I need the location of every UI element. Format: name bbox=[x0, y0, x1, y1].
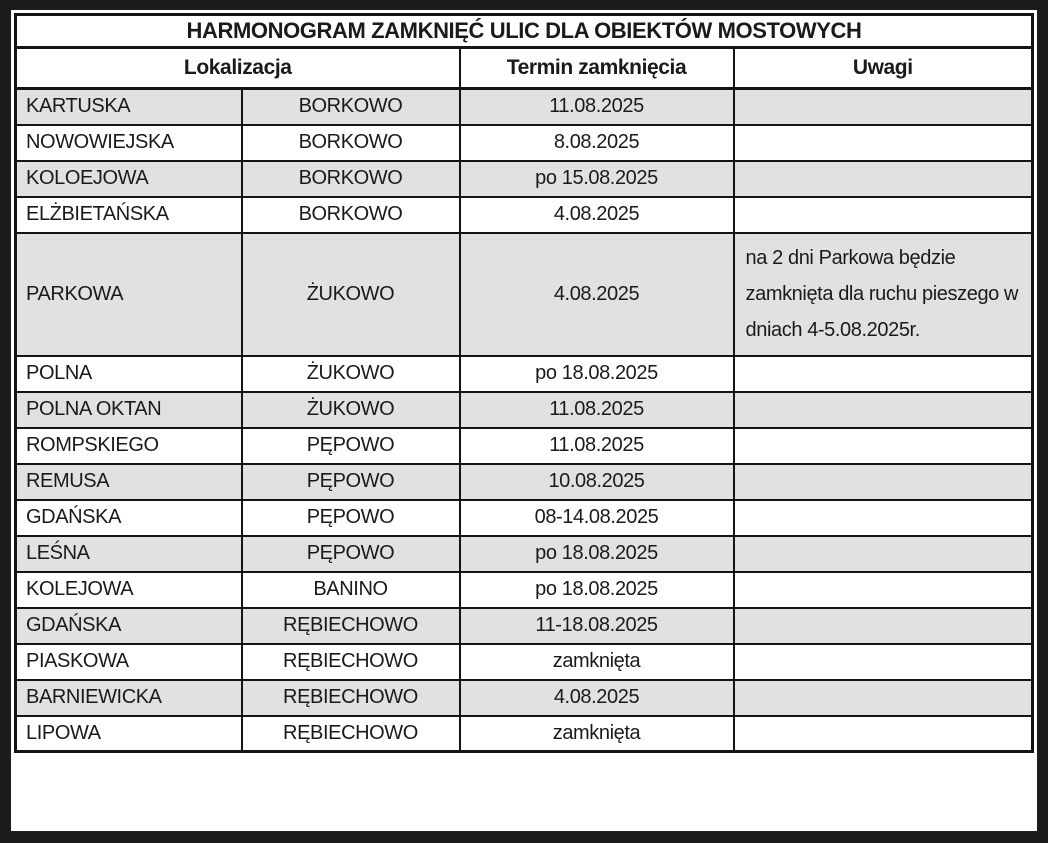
remarks-cell bbox=[734, 572, 1033, 608]
remarks-cell: na 2 dni Parkowa będzie zamknięta dla ruchu pieszego w dniach 4-5.08.2025r. bbox=[734, 233, 1033, 356]
remarks-cell bbox=[734, 716, 1033, 752]
remarks-cell bbox=[734, 125, 1033, 161]
closure-date-cell: 4.08.2025 bbox=[460, 680, 734, 716]
street-cell: KOLOEJOWA bbox=[16, 161, 242, 197]
closure-date-cell: po 18.08.2025 bbox=[460, 536, 734, 572]
street-cell: KARTUSKA bbox=[16, 89, 242, 125]
closure-date-cell: po 18.08.2025 bbox=[460, 356, 734, 392]
street-cell: PARKOWA bbox=[16, 233, 242, 356]
closure-date-cell: 4.08.2025 bbox=[460, 233, 734, 356]
table-row bbox=[16, 608, 1033, 644]
header-row bbox=[16, 48, 1033, 89]
street-cell: BARNIEWICKA bbox=[16, 680, 242, 716]
table-row bbox=[16, 89, 1033, 125]
town-cell: RĘBIECHOWO bbox=[242, 680, 460, 716]
town-cell: ŻUKOWO bbox=[242, 392, 460, 428]
town-cell: RĘBIECHOWO bbox=[242, 608, 460, 644]
street-cell: POLNA OKTAN bbox=[16, 392, 242, 428]
closure-date-cell: po 18.08.2025 bbox=[460, 572, 734, 608]
closure-date-cell: 10.08.2025 bbox=[460, 464, 734, 500]
closure-date-cell: zamknięta bbox=[460, 716, 734, 752]
town-cell: BORKOWO bbox=[242, 125, 460, 161]
closure-date-cell: zamknięta bbox=[460, 644, 734, 680]
closure-date-cell: po 15.08.2025 bbox=[460, 161, 734, 197]
table-title: HARMONOGRAM ZAMKNIĘĆ ULIC DLA OBIEKTÓW MOSTOWYCH bbox=[16, 15, 1033, 48]
table-row bbox=[16, 233, 1033, 356]
street-cell: POLNA bbox=[16, 356, 242, 392]
town-cell: BANINO bbox=[242, 572, 460, 608]
town-cell: BORKOWO bbox=[242, 161, 460, 197]
table-row bbox=[16, 464, 1033, 500]
town-cell: PĘPOWO bbox=[242, 536, 460, 572]
street-cell: GDAŃSKA bbox=[16, 500, 242, 536]
remarks-cell bbox=[734, 608, 1033, 644]
table-row bbox=[16, 125, 1033, 161]
table-row bbox=[16, 716, 1033, 752]
column-header-lokalizacja: Lokalizacja bbox=[16, 48, 460, 89]
column-header-termin: Termin zamknięcia bbox=[460, 48, 734, 89]
table-row bbox=[16, 161, 1033, 197]
remarks-cell bbox=[734, 161, 1033, 197]
closure-date-cell: 11.08.2025 bbox=[460, 428, 734, 464]
street-cell: ELŻBIETAŃSKA bbox=[16, 197, 242, 233]
table-row bbox=[16, 197, 1033, 233]
closure-schedule-table bbox=[14, 13, 1034, 753]
table-row bbox=[16, 572, 1033, 608]
street-cell: NOWOWIEJSKA bbox=[16, 125, 242, 161]
remarks-cell bbox=[734, 197, 1033, 233]
remarks-cell bbox=[734, 500, 1033, 536]
town-cell: ŻUKOWO bbox=[242, 233, 460, 356]
town-cell: PĘPOWO bbox=[242, 464, 460, 500]
town-cell: RĘBIECHOWO bbox=[242, 644, 460, 680]
table-body bbox=[16, 89, 1033, 752]
street-cell: LEŚNA bbox=[16, 536, 242, 572]
street-cell: REMUSA bbox=[16, 464, 242, 500]
closure-date-cell: 08-14.08.2025 bbox=[460, 500, 734, 536]
street-cell: ROMPSKIEGO bbox=[16, 428, 242, 464]
street-cell: KOLEJOWA bbox=[16, 572, 242, 608]
remarks-cell bbox=[734, 464, 1033, 500]
closure-date-cell: 4.08.2025 bbox=[460, 197, 734, 233]
closure-date-cell: 11-18.08.2025 bbox=[460, 608, 734, 644]
table-row bbox=[16, 392, 1033, 428]
town-cell: PĘPOWO bbox=[242, 500, 460, 536]
table-row bbox=[16, 428, 1033, 464]
closure-date-cell: 8.08.2025 bbox=[460, 125, 734, 161]
town-cell: RĘBIECHOWO bbox=[242, 716, 460, 752]
town-cell: BORKOWO bbox=[242, 89, 460, 125]
remarks-cell bbox=[734, 356, 1033, 392]
town-cell: PĘPOWO bbox=[242, 428, 460, 464]
table-row bbox=[16, 536, 1033, 572]
remarks-cell bbox=[734, 536, 1033, 572]
table-row bbox=[16, 500, 1033, 536]
remarks-cell bbox=[734, 428, 1033, 464]
town-cell: ŻUKOWO bbox=[242, 356, 460, 392]
document-sheet bbox=[11, 10, 1037, 831]
street-cell: GDAŃSKA bbox=[16, 608, 242, 644]
closure-date-cell: 11.08.2025 bbox=[460, 392, 734, 428]
title-row bbox=[16, 15, 1033, 48]
column-header-uwagi: Uwagi bbox=[734, 48, 1033, 89]
remarks-cell bbox=[734, 89, 1033, 125]
town-cell: BORKOWO bbox=[242, 197, 460, 233]
table-row bbox=[16, 680, 1033, 716]
remarks-cell bbox=[734, 644, 1033, 680]
street-cell: LIPOWA bbox=[16, 716, 242, 752]
street-cell: PIASKOWA bbox=[16, 644, 242, 680]
table-row bbox=[16, 356, 1033, 392]
table-row bbox=[16, 644, 1033, 680]
closure-date-cell: 11.08.2025 bbox=[460, 89, 734, 125]
remarks-cell bbox=[734, 392, 1033, 428]
remarks-cell bbox=[734, 680, 1033, 716]
